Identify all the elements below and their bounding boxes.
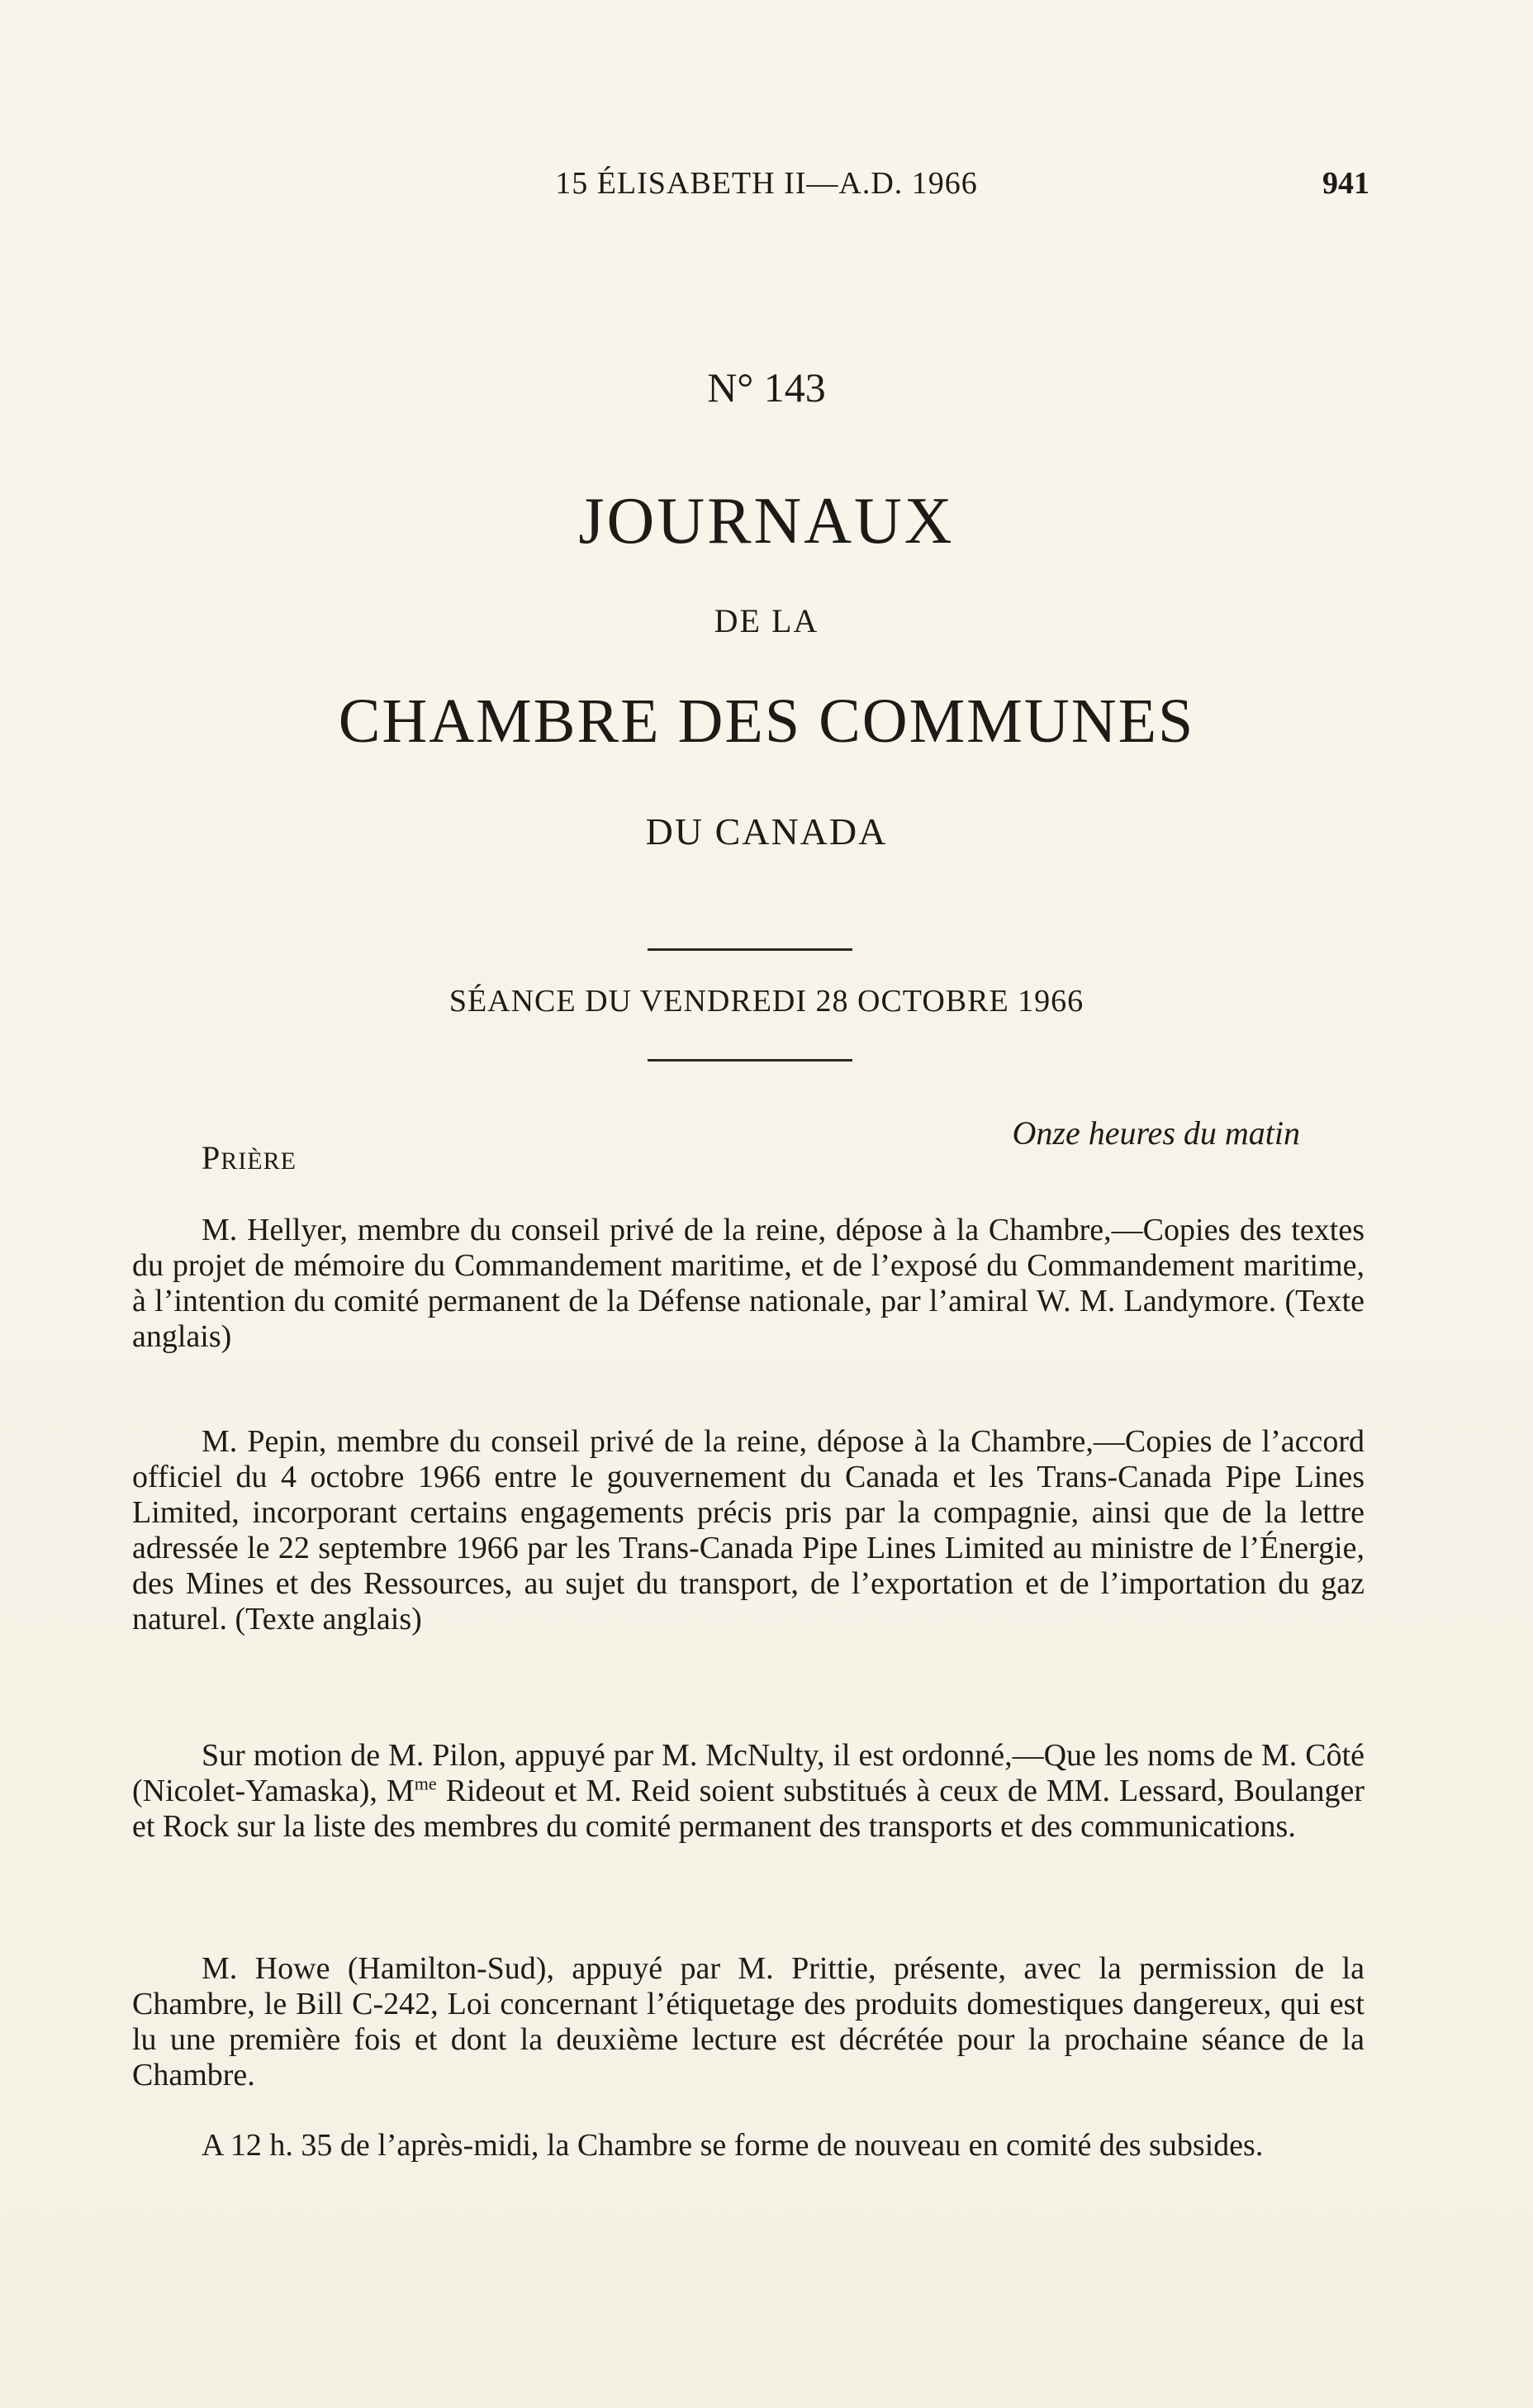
divider-bottom — [648, 1059, 852, 1062]
title-chambre: CHAMBRE DES COMMUNES — [338, 686, 1195, 756]
prayer-rest: RIÈRE — [221, 1147, 297, 1175]
title-de-la: DE LA — [714, 602, 819, 639]
sitting-date: SÉANCE DU VENDREDI 28 OCTOBRE 1966 — [449, 984, 1084, 1019]
title-journaux: JOURNAUX — [578, 485, 955, 558]
page-number: 941 — [1322, 166, 1369, 201]
paragraph-pilon — [132, 1738, 1365, 1845]
title-du-canada: DU CANADA — [645, 810, 888, 853]
paragraph-subsides: A 12 h. 35 de l’après-midi, la Chambre se forme de nouveau en comité des subsides. — [202, 2128, 1264, 2163]
running-title: 15 ÉLISABETH II—A.D. 1966 — [555, 166, 978, 201]
divider-top — [648, 948, 852, 951]
paragraph-howe: M. Howe (Hamilton-Sud), appuyé par M. Prittie, présente, avec la permission de la Chambre, le Bill C-242, Loi concernant l’étiquetage des produits domestiques dangereux, qui est lu une première fois et dont la deuxième lecture est décrétée pour la prochaine séance de la Chambre. — [132, 1951, 1365, 2092]
paragraph-pepin: M. Pepin, membre du conseil privé de la reine, dépose à la Chambre,—Copies de l’accord officiel du 4 octobre 1966 entre le gouvernement du Canada et les Trans-Canada Pipe Lines Limited, incorporant certains engagements précis pris par la compagnie, ainsi que de la lettre adressée le 22 septembre 1966 par les Trans-Canada Pipe Lines Limited au ministre de l’Énergie, des Mines et des Ressources, au sujet du transport, de l’exportation et de l’importation du gaz naturel. (Texte anglais) — [132, 1424, 1365, 1636]
issue-number: N° 143 — [707, 364, 826, 411]
pilon-text-before: Sur motion de M. Pilon, appuyé par M. McNulty, il est ordonné,—Que les noms de M. Côté (Nicolet-Yamaska), M — [132, 1738, 1365, 1808]
pilon-text-after: Rideout et M. Reid soient substitués à ceux de MM. Lessard, Boulanger et Rock sur la liste des membres du comité permanent des transports et des communications. — [132, 1774, 1365, 1844]
paragraph-hellyer: M. Hellyer, membre du conseil privé de la reine, dépose à la Chambre,—Copies des textes du projet de mémoire du Commandement maritime, et de l’exposé du Commandement maritime, à l’intention du comité permanent de la Défense nationale, par l’amiral W. M. Landymore. (Texte anglais) — [132, 1213, 1365, 1354]
prayer-heading — [202, 1138, 297, 1177]
running-head — [0, 165, 1533, 215]
pilon-superscript: me — [414, 1773, 437, 1794]
sitting-time: Onze heures du matin — [1012, 1114, 1300, 1152]
prayer-initial: P — [202, 1139, 221, 1176]
